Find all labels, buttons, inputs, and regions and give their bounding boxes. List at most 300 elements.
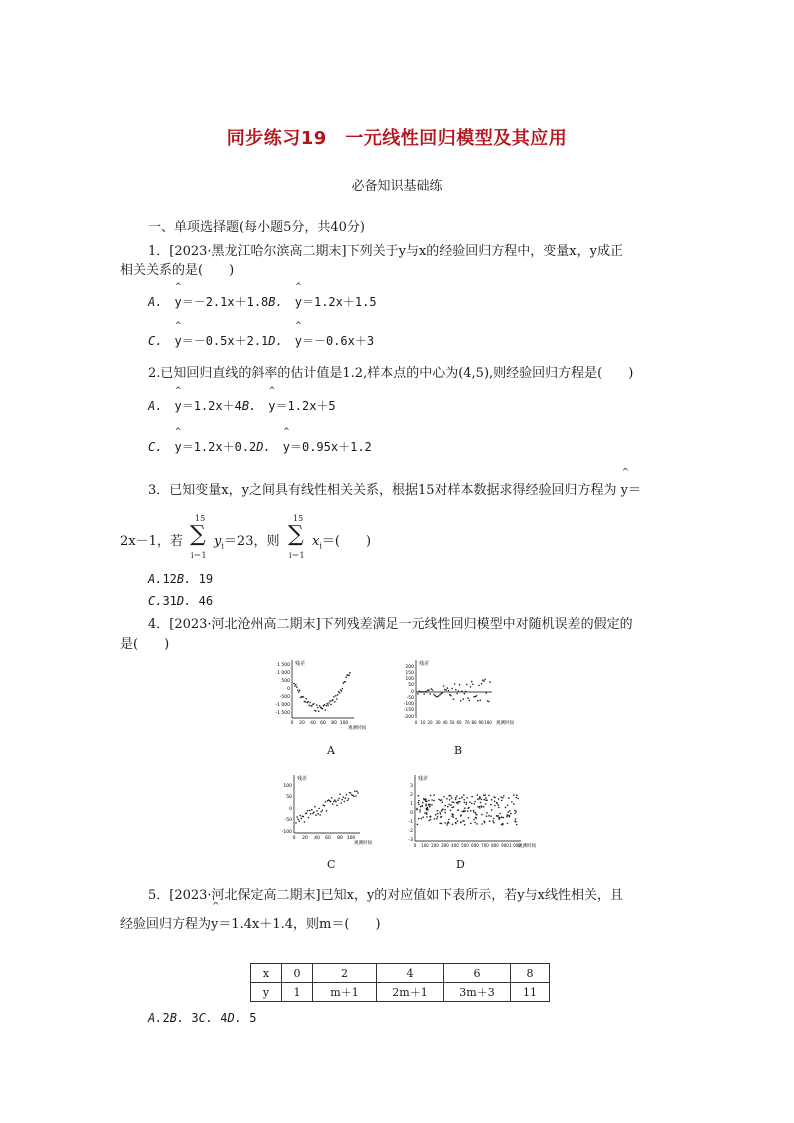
residual-point [330, 704, 332, 706]
plot-b-xtick: 30 [435, 720, 441, 725]
residual-point [343, 796, 345, 798]
residual-point [452, 814, 454, 816]
residual-point [418, 818, 420, 820]
plot-a-xtick: 40 [310, 721, 316, 726]
residual-point [479, 699, 481, 701]
residual-point [294, 685, 296, 687]
residual-point [486, 815, 488, 817]
residual-point [433, 800, 435, 802]
residual-point [455, 822, 457, 824]
residual-point [484, 679, 486, 681]
residual-point [514, 813, 516, 815]
residual-point [444, 812, 446, 814]
residual-point [326, 703, 328, 705]
residual-point [333, 801, 335, 803]
q2-option-a: A. ^ y＝1.2x＋4B. ^ y＝1.2x＋5 [148, 397, 336, 414]
residual-point [469, 801, 471, 803]
residual-point [464, 810, 466, 812]
residual-point [324, 704, 326, 706]
residual-point [484, 822, 486, 824]
table-cell-header: y [251, 983, 282, 1002]
residual-point [457, 820, 459, 822]
plot-c-xtick: 40 [314, 836, 320, 841]
plot-d-xtick: 200 [431, 843, 439, 848]
residual-point [318, 710, 320, 712]
residual-point [445, 689, 447, 691]
residual-point [318, 808, 320, 810]
residual-point [439, 694, 441, 696]
residual-point [446, 824, 448, 826]
residual-point [453, 698, 455, 700]
residual-point [507, 811, 509, 813]
residual-point [473, 819, 475, 821]
residual-point [341, 690, 343, 692]
residual-point [317, 707, 319, 709]
residual-point [348, 674, 350, 676]
residual-point [297, 689, 299, 691]
residual-point [417, 824, 419, 826]
residual-point [471, 681, 473, 683]
plot-c-ytick: 100 [283, 784, 292, 789]
residual-point [303, 816, 305, 818]
residual-point [501, 800, 503, 802]
plot-c-ytick: -100 [281, 830, 292, 835]
table-cell: 11 [511, 983, 550, 1002]
q1-stem-line2: 相关关系的是( ) [120, 263, 235, 278]
residual-point [431, 688, 433, 690]
residual-point [506, 814, 508, 816]
residual-point [440, 813, 442, 815]
residual-point [468, 817, 470, 819]
residual-point [437, 816, 439, 818]
residual-point [307, 810, 309, 812]
residual-point [326, 705, 328, 707]
plot-d-ytick: -3 [408, 838, 413, 843]
residual-point [436, 818, 438, 820]
plot-b-ylabel: 残差 [419, 661, 430, 667]
residual-point [332, 803, 334, 805]
residual-point [517, 798, 519, 800]
residual-point [460, 822, 462, 824]
residual-point [451, 797, 453, 799]
residual-point [330, 801, 332, 803]
residual-plot-c [272, 773, 372, 845]
residual-point [307, 701, 309, 703]
residual-point [485, 803, 487, 805]
plot-a-ytick: -500 [279, 695, 290, 700]
plot-b-ytick: -100 [403, 702, 414, 707]
residual-point [301, 818, 303, 820]
q5-options: A.2B. 3C. 4D. 5 [148, 1011, 257, 1025]
residual-point [480, 802, 482, 804]
plot-b-xtick: 10 [420, 720, 426, 725]
residual-point [448, 822, 450, 824]
residual-point [515, 811, 517, 813]
residual-point [312, 813, 314, 815]
q3-sum2-expr: $x_i=$( ) [312, 534, 372, 551]
q3-option-a: A.12B. 19 [148, 572, 214, 586]
residual-point [448, 819, 450, 821]
plot-d-caption: D [456, 858, 465, 871]
q5-stem-line2: 经验回归方程为^ y＝1.4x＋1.4，则m＝( ) [120, 913, 381, 932]
residual-point [322, 810, 324, 812]
residual-point [356, 790, 358, 792]
plot-b-xtick: 70 [464, 720, 470, 725]
plot-b-ytick: 200 [405, 665, 414, 670]
residual-point [299, 690, 301, 692]
residual-point [418, 800, 420, 802]
residual-point [426, 809, 428, 811]
residual-point [452, 824, 454, 826]
residual-point [494, 805, 496, 807]
residual-point [465, 691, 467, 693]
table-cell: 0 [282, 964, 313, 983]
residual-point [455, 689, 457, 691]
residual-point [348, 798, 350, 800]
residual-point [450, 810, 452, 812]
residual-point [428, 689, 430, 691]
residual-point [463, 794, 465, 796]
plot-c-ytick: 50 [286, 795, 292, 800]
residual-point [474, 803, 476, 805]
residual-point [349, 672, 351, 674]
plot-d-xtick: 900 [501, 843, 509, 848]
residual-point [462, 698, 464, 700]
plot-a-xtick: 80 [331, 721, 337, 726]
residual-point [341, 799, 343, 801]
residual-point [457, 809, 459, 811]
plot-b-xtick: 20 [427, 720, 433, 725]
residual-point [485, 797, 487, 799]
plot-d-ylabel: 残差 [418, 776, 429, 782]
residual-point [345, 681, 347, 683]
residual-point [500, 796, 502, 798]
residual-point [296, 686, 298, 688]
residual-point [428, 804, 430, 806]
residual-point [304, 821, 306, 823]
residual-point [442, 692, 444, 694]
residual-point [471, 803, 473, 805]
residual-point [461, 797, 463, 799]
residual-point [451, 801, 453, 803]
residual-point [481, 799, 483, 801]
residual-point [357, 792, 359, 794]
residual-point [467, 810, 469, 812]
q3-stem-line2: 2x－1，若 [120, 534, 183, 549]
residual-point [431, 799, 433, 801]
residual-point [476, 695, 478, 697]
plot-a-ytick: 500 [281, 679, 290, 684]
residual-point [477, 799, 479, 801]
residual-point [337, 694, 339, 696]
plot-b-xtick: 90 [478, 720, 484, 725]
residual-point [483, 794, 485, 796]
plot-a-ylabel: 残差 [295, 661, 306, 667]
residual-point [502, 823, 504, 825]
residual-point [423, 798, 425, 800]
residual-point [481, 823, 483, 825]
residual-point [346, 794, 348, 796]
residual-point [448, 804, 450, 806]
plot-d-ytick: -1 [408, 820, 413, 825]
residual-point [309, 810, 311, 812]
residual-point [336, 698, 338, 700]
residual-point [334, 701, 336, 703]
residual-point [426, 813, 428, 815]
residual-point [449, 799, 451, 801]
residual-point [429, 693, 431, 695]
residual-point [479, 807, 481, 809]
section-subtitle: 必备知识基础练 [351, 179, 443, 194]
plot-b-xtick: 0 [414, 720, 418, 725]
plot-b-xlabel: 观测时间 [496, 721, 514, 726]
plot-b-ytick: -50 [406, 696, 414, 701]
plot-b-ytick: 150 [405, 671, 414, 676]
residual-point [438, 695, 440, 697]
residual-point [317, 813, 319, 815]
residual-point [489, 681, 491, 683]
residual-point [315, 814, 317, 816]
residual-point [466, 804, 468, 806]
residual-point [509, 810, 511, 812]
residual-point [331, 797, 333, 799]
residual-point [458, 801, 460, 803]
residual-point [507, 805, 509, 807]
residual-point [453, 802, 455, 804]
residual-point [498, 807, 500, 809]
residual-point [448, 795, 450, 797]
residual-point [473, 811, 475, 813]
residual-point [470, 810, 472, 812]
plot-d-xtick: 100 [421, 843, 429, 848]
plot-d-xtick: 300 [441, 843, 449, 848]
residual-point [338, 798, 340, 800]
residual-point [516, 794, 518, 796]
plot-d-points [416, 794, 519, 826]
residual-point [451, 688, 453, 690]
residual-point [345, 797, 347, 799]
residual-point [434, 695, 436, 697]
plot-d-ytick: 1 [410, 802, 413, 807]
residual-point [444, 809, 446, 811]
residual-point [496, 803, 498, 805]
residual-point [501, 817, 503, 819]
residual-point [442, 802, 444, 804]
q4-stem-line1: 4．[2023·河北沧州高二期末]下列残差满足一元线性回归模型中对随机误差的假定的 [148, 617, 633, 632]
plot-b-points [417, 679, 491, 703]
plot-c-ylabel: 残差 [297, 776, 308, 782]
plot-b-ytick: -150 [403, 708, 414, 713]
residual-point [437, 813, 439, 815]
residual-plot-a [262, 658, 366, 731]
residual-point [481, 814, 483, 816]
plot-a-caption: A [327, 744, 335, 757]
residual-point [510, 813, 512, 815]
residual-point [310, 813, 312, 815]
plot-c-xtick: 20 [302, 836, 308, 841]
residual-point [418, 802, 420, 804]
residual-point [486, 692, 488, 694]
residual-point [471, 796, 473, 798]
residual-point [514, 810, 516, 812]
residual-plot-d [405, 773, 537, 849]
residual-point [311, 809, 313, 811]
plot-a-ytick: -1 000 [275, 703, 290, 708]
residual-point [326, 810, 328, 812]
residual-point [447, 806, 449, 808]
residual-point [428, 800, 430, 802]
residual-point [468, 807, 470, 809]
table-row [251, 983, 550, 1002]
residual-point [453, 806, 455, 808]
residual-point [345, 676, 347, 678]
residual-point [469, 700, 471, 702]
residual-point [325, 709, 327, 711]
plot-a-xtick: 20 [299, 721, 305, 726]
residual-point [461, 811, 463, 813]
residual-point [497, 815, 499, 817]
residual-point [350, 792, 352, 794]
table-cell-header: x [251, 964, 282, 983]
residual-point [486, 812, 488, 814]
residual-point [453, 816, 455, 818]
residual-point [473, 810, 475, 812]
residual-point [508, 797, 510, 799]
q3-option-c: C.31D. 46 [148, 594, 214, 608]
residual-point [420, 806, 422, 808]
residual-point [493, 822, 495, 824]
residual-point [315, 710, 317, 712]
plot-b-xtick: 50 [449, 720, 455, 725]
plot-c-caption: C [327, 858, 336, 871]
plot-a-ytick: 1 500 [277, 663, 290, 668]
residual-point [455, 818, 457, 820]
residual-point [490, 804, 492, 806]
residual-point [337, 800, 339, 802]
residual-point [355, 795, 357, 797]
residual-point [470, 823, 472, 825]
plot-c-ytick: 0 [289, 807, 292, 812]
plot-b-ytick: 50 [408, 683, 414, 688]
residual-point [459, 798, 461, 800]
residual-point [456, 693, 458, 695]
plot-d-xtick: 600 [471, 843, 479, 848]
residual-point [483, 680, 485, 682]
plot-d-xlabel: 观测时间 [518, 844, 536, 849]
residual-point [316, 704, 318, 706]
residual-point [434, 818, 436, 820]
residual-point [443, 796, 445, 798]
residual-point [491, 799, 493, 801]
residual-point [335, 801, 337, 803]
residual-point [511, 801, 513, 803]
residual-point [303, 696, 305, 698]
table-cell: 4 [377, 964, 444, 983]
residual-point [306, 812, 308, 814]
residual-point [418, 795, 420, 797]
residual-point [488, 701, 490, 703]
plot-a-xtick: 100 [339, 721, 349, 726]
residual-point [489, 820, 491, 822]
residual-point [488, 815, 490, 817]
residual-point [416, 808, 418, 810]
table-cell: 2 [313, 964, 377, 983]
q3-sum2-sigma: ∑ [288, 522, 304, 547]
residual-point [430, 795, 432, 797]
residual-point [455, 797, 457, 799]
plot-a-points [293, 672, 351, 712]
plot-a-xtick: 0 [290, 721, 294, 726]
plot-d-xtick: 500 [461, 843, 469, 848]
plot-b-ytick: -200 [403, 715, 414, 720]
residual-point [466, 797, 468, 799]
plot-d-xtick: 800 [491, 843, 499, 848]
residual-point [425, 803, 427, 805]
residual-point [417, 693, 419, 695]
residual-point [308, 705, 310, 707]
residual-point [311, 705, 313, 707]
residual-point [458, 690, 460, 692]
residual-point [498, 798, 500, 800]
residual-point [466, 684, 468, 686]
q2-option-c: C. ^ y＝1.2x＋0.2D. ^ y＝0.95x＋1.2 [148, 438, 372, 455]
residual-point [492, 820, 494, 822]
residual-point [313, 703, 315, 705]
residual-point [464, 693, 466, 695]
residual-point [422, 802, 424, 804]
residual-point [430, 819, 432, 821]
residual-point [298, 691, 300, 693]
table-cell: 8 [511, 964, 550, 983]
residual-point [316, 810, 318, 812]
plot-c-xlabel: 观测时间 [354, 841, 372, 846]
plot-d-ytick: 0 [410, 811, 413, 816]
plot-a-xlabel: 观测时间 [348, 726, 366, 731]
residual-point [516, 824, 518, 826]
residual-point [496, 815, 498, 817]
q3-sum1-expr: $y_i=23$，则 [214, 534, 280, 551]
table-row [251, 964, 550, 983]
residual-point [344, 801, 346, 803]
residual-point [477, 794, 479, 796]
residual-point [479, 798, 481, 800]
plot-b-ytick: 0 [411, 690, 414, 695]
residual-point [319, 705, 321, 707]
residual-point [461, 690, 463, 692]
residual-point [296, 816, 298, 818]
residual-point [456, 795, 458, 797]
residual-point [353, 796, 355, 798]
residual-point [448, 690, 450, 692]
residual-point [336, 805, 338, 807]
residual-point [486, 800, 488, 802]
plot-d-xtick: 700 [481, 843, 489, 848]
residual-point [459, 801, 461, 803]
residual-point [464, 824, 466, 826]
residual-point [494, 801, 496, 803]
residual-point [466, 802, 468, 804]
residual-point [335, 695, 337, 697]
residual-point [334, 799, 336, 801]
residual-point [443, 685, 445, 687]
residual-point [479, 796, 481, 798]
residual-point [422, 691, 424, 693]
residual-point [421, 805, 423, 807]
residual-point [298, 820, 300, 822]
residual-point [313, 811, 315, 813]
plot-c-ytick: -50 [284, 818, 292, 823]
residual-point [426, 816, 428, 818]
